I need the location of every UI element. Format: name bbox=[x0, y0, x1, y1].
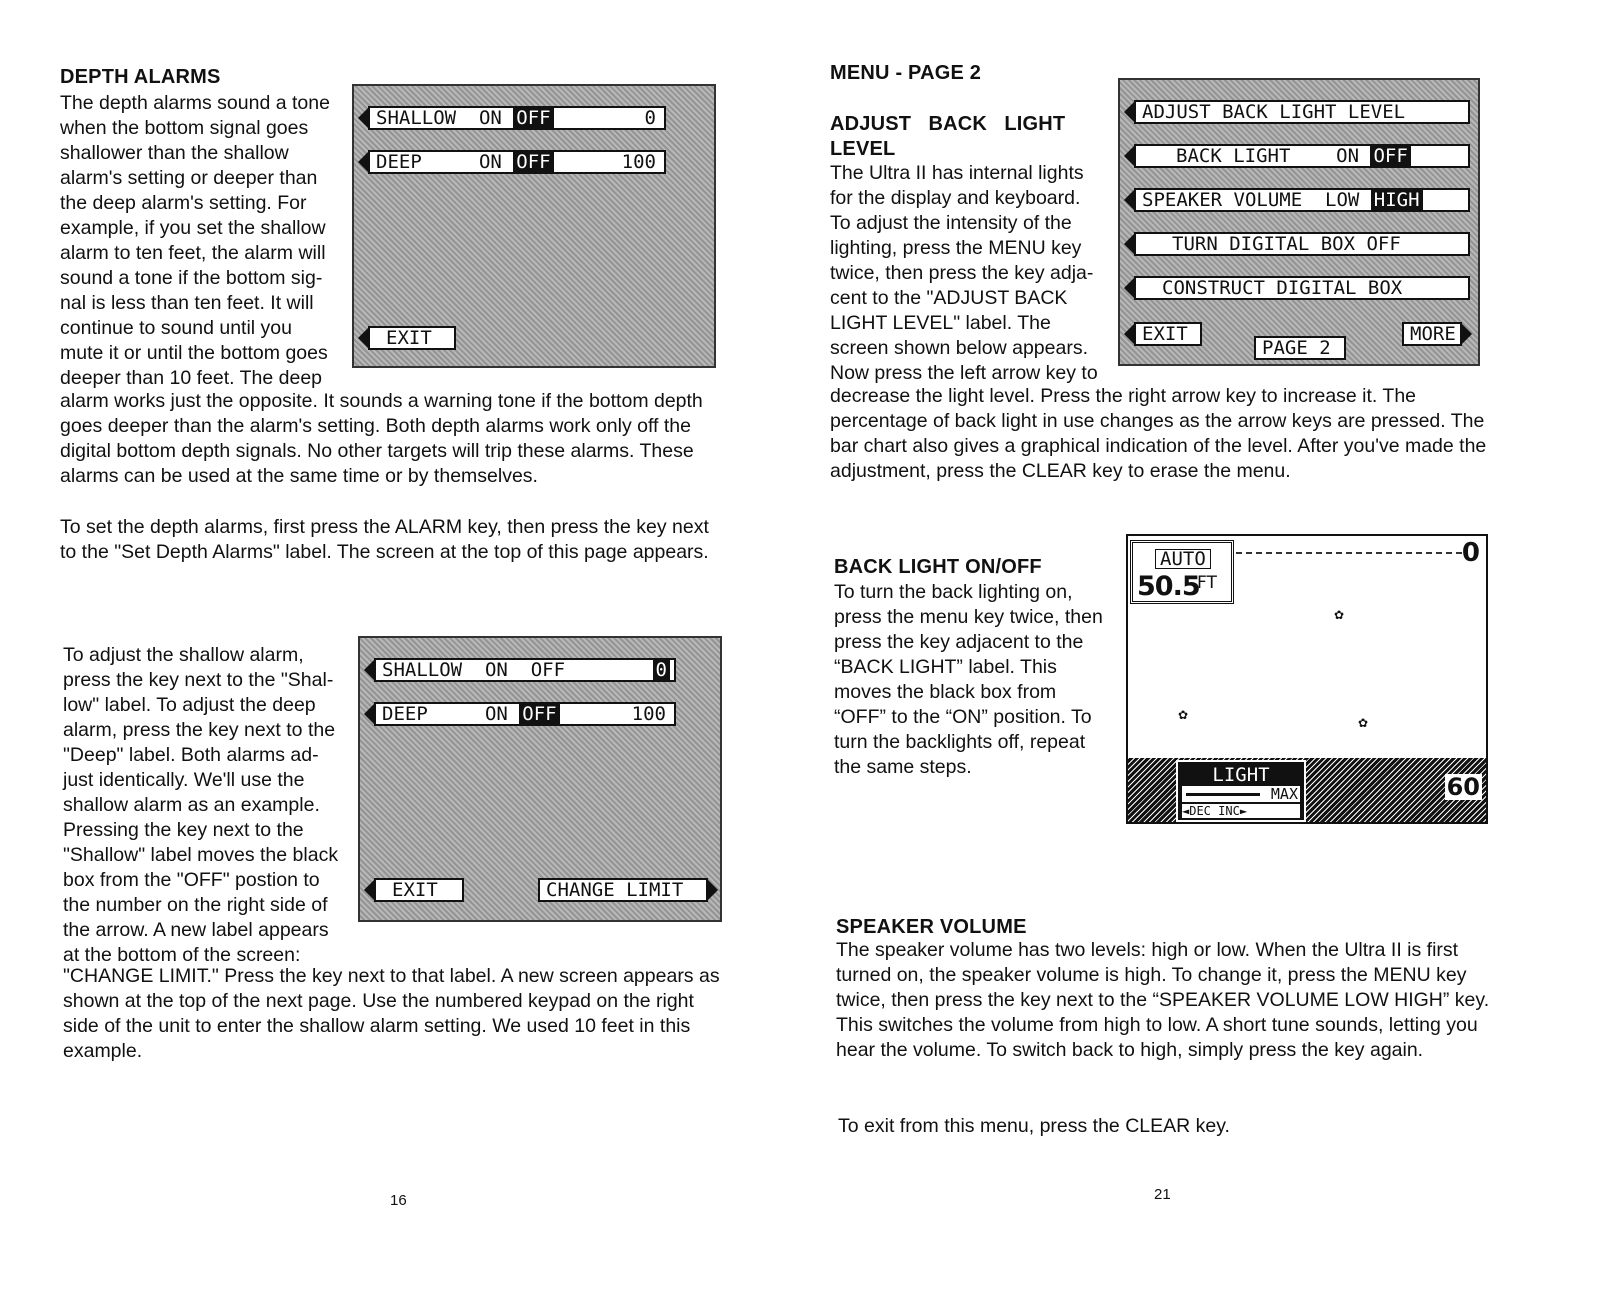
label-text: BACK LIGHT ON bbox=[1176, 145, 1371, 167]
speaker-volume-label bbox=[1134, 188, 1470, 212]
exit-label: EXIT bbox=[374, 878, 464, 902]
adjust-heading-line2: LEVEL bbox=[830, 138, 896, 160]
deep-alarm-label bbox=[368, 150, 666, 174]
text-line: press the key adjacent to the bbox=[834, 631, 1084, 653]
depth-readout: 50.5 bbox=[1137, 571, 1200, 602]
exit-note: To exit from this menu, press the CLEAR key. bbox=[838, 1115, 1230, 1137]
back-light-label bbox=[1134, 144, 1470, 168]
label-text: DEEP ON bbox=[382, 703, 520, 725]
high-selected: HIGH bbox=[1371, 189, 1423, 211]
deep-value: 100 bbox=[631, 703, 666, 725]
page-number: 21 bbox=[1154, 1186, 1171, 1203]
text-line: To adjust the intensity of the bbox=[830, 212, 1072, 234]
text-line: just identically. We'll use the bbox=[63, 769, 305, 791]
right-page bbox=[800, 0, 1601, 1297]
fish-icon: ✿ bbox=[1358, 716, 1369, 730]
text-line: alarm's setting or deeper than bbox=[60, 167, 318, 189]
text-line: when the bottom signal goes bbox=[60, 117, 309, 139]
text-line: the arrow. A new label appears bbox=[63, 919, 329, 941]
left-page bbox=[0, 0, 800, 1297]
text-line: for the display and keyboard. bbox=[830, 187, 1081, 209]
text-line: box from the "OFF" postion to bbox=[63, 869, 320, 891]
speaker-volume-para: The speaker volume has two levels: high or low. When the Ultra II is first turned on, the speaker volume is high. To change it, press the MENU key twice, then press the key next to the “SPEAKER VOLUME LOW HIGH” key. This switches the volume from high to low. A short tune sounds, letting you hear the volume. To switch back to high, simply press the key again. bbox=[836, 939, 1490, 1061]
text-line: example, if you set the shallow bbox=[60, 217, 326, 239]
depth-alarms-para3-wide: "CHANGE LIMIT." Press the key next to that label. A new screen appears as shown at the top of the next page. Use the numbered keypad on the right side of the unit to enter the shallow alarm setting. We used 10 feet in this example. bbox=[63, 965, 720, 1062]
adjust-para-wide: decrease the light level. Press the right arrow key to increase it. The percentage of back light in use changes as the arrow keys are pressed. The bar chart also gives a graphical indication of the level. After you've made the adjustment, press the CLEAR key to erase the menu. bbox=[830, 385, 1487, 482]
light-level-box bbox=[1176, 760, 1306, 822]
label-text: DEEP ON bbox=[376, 151, 514, 173]
top-scale: 0 bbox=[1461, 538, 1480, 568]
text-line: alarm, press the key next to the bbox=[63, 719, 336, 741]
text-line: To turn the back lighting on, bbox=[834, 581, 1073, 603]
text-line: screen shown below appears. bbox=[830, 337, 1088, 359]
menu-page2-screen bbox=[1118, 78, 1480, 366]
exit-label: EXIT bbox=[368, 326, 456, 350]
text-line: the number on the right side of bbox=[63, 894, 328, 916]
light-label: LIGHT bbox=[1212, 764, 1270, 786]
label-text: SPEAKER VOLUME LOW bbox=[1142, 189, 1371, 211]
depth-alarms-para2: To set the depth alarms, first press the ALARM key, then press the key next to the "Set Depth Alarms" label. The screen at the top of this page appears. bbox=[60, 516, 709, 563]
text-line: Pressing the key next to the bbox=[63, 819, 304, 841]
off-selected: OFF bbox=[513, 107, 553, 129]
depth-alarms-para3-narrow bbox=[63, 643, 343, 968]
dec-inc-bar bbox=[1182, 804, 1300, 818]
change-limit-label: CHANGE LIMIT bbox=[538, 878, 708, 902]
deep-alarm-label bbox=[374, 702, 676, 726]
text-line: shallow alarm as an example. bbox=[63, 794, 320, 816]
shallow-alarm-label bbox=[374, 658, 676, 682]
text-line: continue to sound until you bbox=[60, 317, 293, 339]
depth-alarms-para1-wide: alarm works just the opposite. It sounds a warning tone if the bottom depth goes deeper than the alarm's setting. Both depth alarms work only off the digital bottom depth signals. No other targets will trip these alarms. These alarms can be used at the same time or by themselves. bbox=[60, 390, 703, 487]
back-light-heading: BACK LIGHT ON/OFF bbox=[834, 556, 1042, 578]
text-line: “BACK LIGHT” label. This bbox=[834, 656, 1057, 678]
light-bar-fill bbox=[1186, 793, 1260, 796]
auto-label: AUTO bbox=[1155, 549, 1211, 569]
text-line: cent to the "ADJUST BACK bbox=[830, 287, 1068, 309]
menu-page-heading: MENU - PAGE 2 bbox=[830, 62, 982, 84]
page-2-label: PAGE 2 bbox=[1254, 336, 1346, 360]
text-line: nal is less than ten feet. It will bbox=[60, 292, 314, 314]
text-line: “OFF” to the “ON” position. To bbox=[834, 706, 1092, 728]
exit-label: EXIT bbox=[1134, 322, 1202, 346]
text-line: The depth alarms sound a tone bbox=[60, 92, 330, 114]
text-line: the same steps. bbox=[834, 756, 972, 778]
fish-icon: ✿ bbox=[1178, 708, 1189, 722]
text-line: To adjust the shallow alarm, bbox=[63, 644, 304, 666]
speaker-volume-heading: SPEAKER VOLUME bbox=[836, 916, 1027, 938]
shallow-alarm-label bbox=[368, 106, 666, 130]
fish-icon: ✿ bbox=[1334, 608, 1345, 622]
alarm-screen-2 bbox=[358, 636, 722, 922]
text-line: press the menu key twice, then bbox=[834, 606, 1103, 628]
text-line: mute it or until the bottom goes bbox=[60, 342, 328, 364]
depth-alarms-para1-narrow bbox=[60, 91, 336, 391]
text-line: The Ultra II has internal lights bbox=[830, 162, 1084, 184]
shallow-value-selected: 0 bbox=[653, 660, 670, 680]
text-line: at the bottom of the screen: bbox=[63, 944, 301, 966]
text-line: alarm to ten feet, the alarm will bbox=[60, 242, 326, 264]
page-number: 16 bbox=[390, 1192, 407, 1209]
turn-digital-box-off-label: TURN DIGITAL BOX OFF bbox=[1134, 232, 1470, 256]
off-selected: OFF bbox=[519, 703, 559, 725]
text-line: shallower than the shallow bbox=[60, 142, 289, 164]
text-line: turn the backlights off, repeat bbox=[834, 731, 1086, 753]
text-line: press the key next to the "Shal- bbox=[63, 669, 334, 691]
text-line: LIGHT LEVEL" label. The bbox=[830, 312, 1051, 334]
surface-line bbox=[1236, 552, 1462, 554]
off-selected: OFF bbox=[1370, 145, 1410, 167]
adjust-back-light-label: ADJUST BACK LIGHT LEVEL bbox=[1134, 100, 1470, 124]
digital-depth-box bbox=[1130, 540, 1234, 604]
text-line: twice, then press the key adja- bbox=[830, 262, 1094, 284]
inc-label: INC► bbox=[1218, 804, 1248, 818]
text-line: sound a tone if the bottom sig- bbox=[60, 267, 323, 289]
depth-alarms-heading: DEPTH ALARMS bbox=[60, 66, 221, 88]
depth-unit: FT bbox=[1197, 573, 1217, 593]
shallow-value: 0 bbox=[644, 107, 656, 129]
text-line: "Deep" label. Both alarms ad- bbox=[63, 744, 319, 766]
back-light-para bbox=[834, 580, 1108, 780]
label-text: SHALLOW ON bbox=[376, 107, 514, 129]
max-label: MAX bbox=[1270, 785, 1298, 803]
bottom-scale: 60 bbox=[1446, 773, 1480, 801]
deep-value: 100 bbox=[621, 151, 656, 173]
text-line: deeper than 10 feet. The deep bbox=[60, 367, 323, 389]
dec-label: ◄DEC bbox=[1182, 804, 1211, 818]
off-selected: OFF bbox=[513, 151, 553, 173]
more-label: MORE bbox=[1402, 322, 1462, 346]
text-line: "Shallow" label moves the black bbox=[63, 844, 339, 866]
text-line: lighting, press the MENU key bbox=[830, 237, 1082, 259]
text-line: low" label. To adjust the deep bbox=[63, 694, 316, 716]
label-text: SHALLOW ON OFF bbox=[382, 659, 566, 681]
sonar-screen bbox=[1126, 534, 1488, 824]
light-bar bbox=[1182, 786, 1300, 802]
text-line: Now press the left arrow key to bbox=[830, 362, 1098, 384]
adjust-heading-line1: ADJUST BACK LIGHT bbox=[830, 113, 1066, 135]
construct-digital-box-label: CONSTRUCT DIGITAL BOX bbox=[1134, 276, 1470, 300]
adjust-para-narrow bbox=[830, 161, 1102, 386]
text-line: the deep alarm's setting. For bbox=[60, 192, 307, 214]
alarm-screen-1 bbox=[352, 84, 716, 368]
text-line: moves the black box from bbox=[834, 681, 1057, 703]
